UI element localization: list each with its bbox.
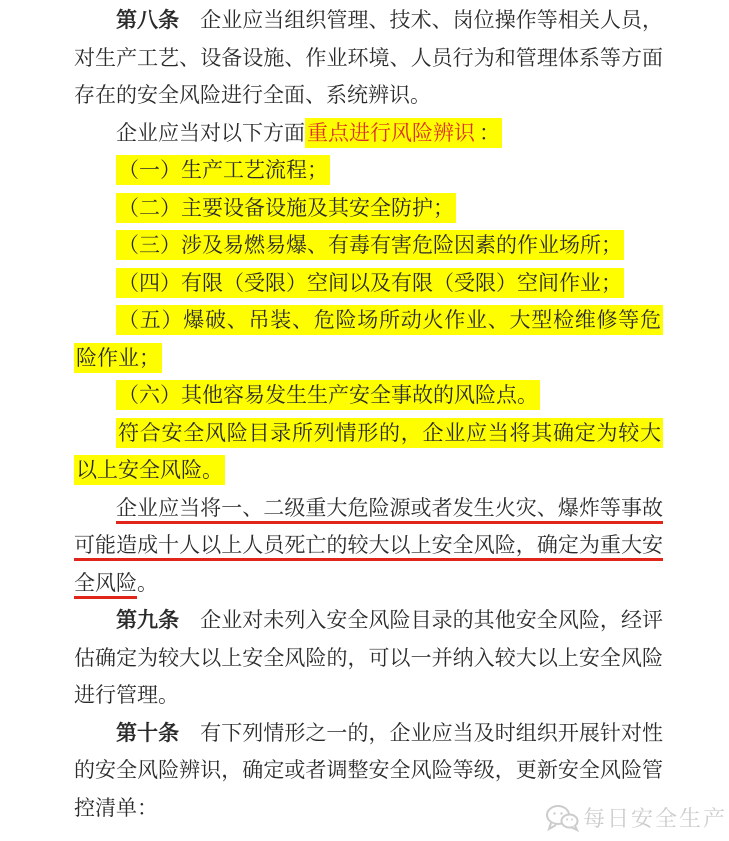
text-run-highlight: （三）涉及易燃易爆、有毒有害危险因素的作业场所； xyxy=(116,230,624,260)
text-run-bold: 第十条 xyxy=(116,720,180,745)
wechat-icon xyxy=(545,804,579,832)
paragraph-list-item-1 xyxy=(74,152,663,190)
paragraph-major-risk-provision xyxy=(74,490,663,603)
text-run-normal: 有下列情形之一的，企业应当及时组织开展针对性的安全风险辨识，确定或者调整安全风险等级，更新安全风险管控清单： xyxy=(74,720,664,820)
text-run-highlight: （五）爆破、吊装、危险场所动火作业、大型检维修等危险作业； xyxy=(74,305,663,373)
text-run-highlight: （二）主要设备设施及其安全防护； xyxy=(116,193,456,223)
watermark xyxy=(545,802,727,833)
paragraph-article-8 xyxy=(74,2,663,115)
watermark-label: 每日安全生产 xyxy=(582,806,727,831)
paragraph-list-item-2 xyxy=(74,190,663,228)
text-run-bold: 第九条 xyxy=(116,608,180,632)
text-run-highlight: 符合安全风险目录所列情形的，企业应当将其确定为较大以上安全风险。 xyxy=(74,418,663,486)
document-content xyxy=(74,2,663,827)
paragraph-list-item-3 xyxy=(74,227,663,265)
paragraph-article-9 xyxy=(74,602,663,715)
paragraph-risk-identification-intro xyxy=(74,115,663,153)
text-run-normal: 企业应当组织管理、技术、岗位操作等相关人员，对生产工艺、设备设施、作业环境、人员行为和管理体系等方面存在的安全风险进行全面、系统辨识。 xyxy=(74,8,664,107)
text-run-normal: 。 xyxy=(137,570,158,595)
text-run-normal: 企业应当对以下方面 xyxy=(116,120,305,145)
paragraph-list-item-5 xyxy=(74,302,663,377)
text-run-bold: 第八条 xyxy=(116,8,180,32)
text-run-normal: 企业对未列入安全风险目录的其他安全风险，经评估确定为较大以上安全风险的，可以一并纳入较大以上安全风险进行管理。 xyxy=(74,608,664,707)
text-run-highlight: ： xyxy=(477,118,502,148)
text-run-highlight: （四）有限（受限）空间以及有限（受限）空间作业； xyxy=(116,268,624,298)
text-run-underline-red: 企业应当将一、二级重大危险源或者发生火灾、爆炸等事故可能造成十人以上人员死亡的较大以上安全风险，确定为重大安全风险 xyxy=(74,496,663,599)
text-run-highlight: （六）其他容易发生生产安全事故的风险点。 xyxy=(116,380,540,410)
paragraph-list-item-4 xyxy=(74,265,663,303)
text-run-highlight: （一）生产工艺流程； xyxy=(116,155,330,185)
text-run-highlight-red: 重点进行风险辨识 xyxy=(305,118,477,148)
paragraph-list-item-6 xyxy=(74,377,663,415)
paragraph-catalog-provision xyxy=(74,415,663,490)
